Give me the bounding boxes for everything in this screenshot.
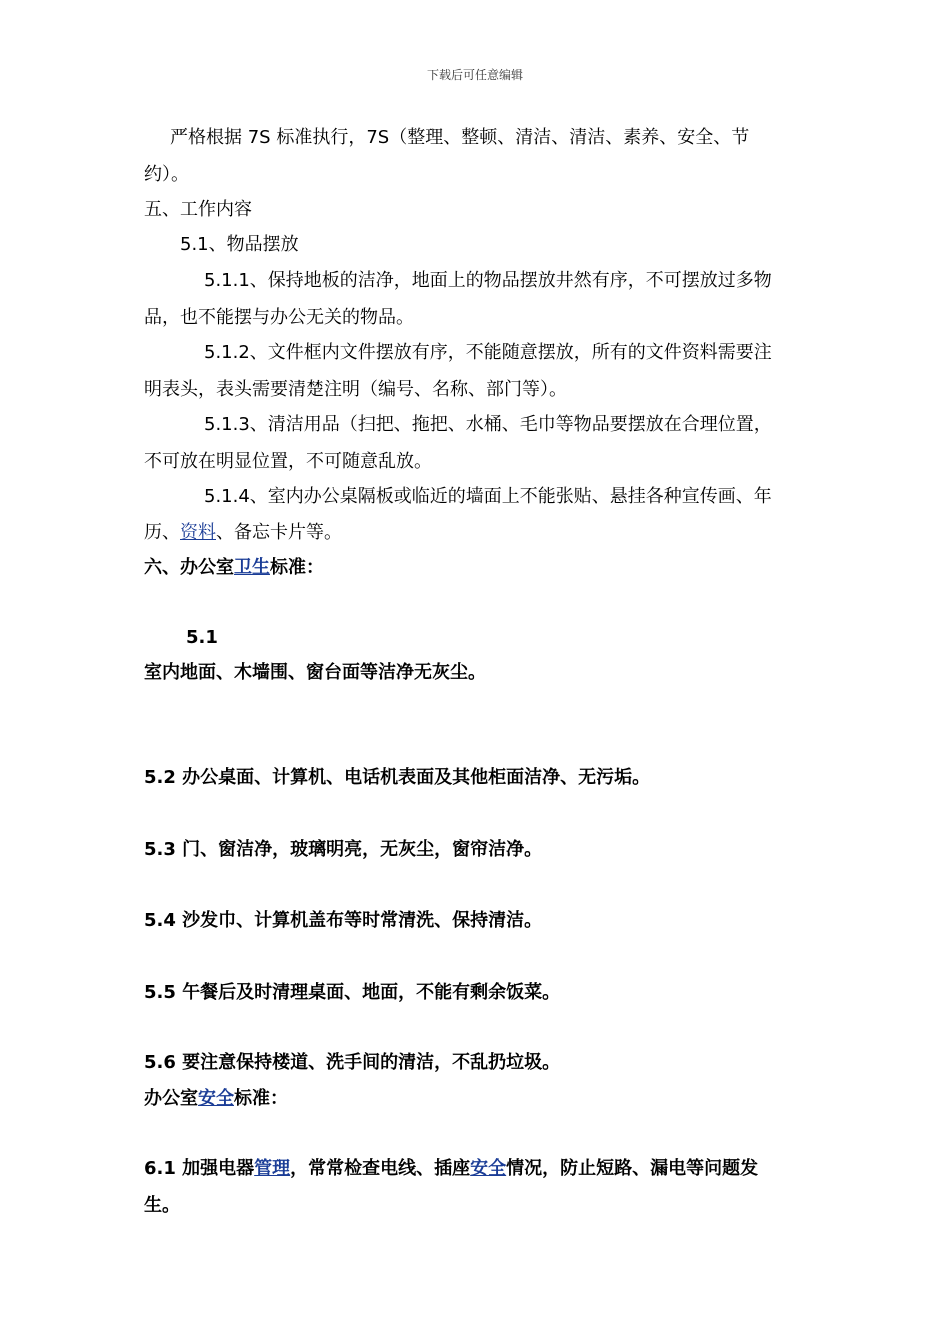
hygiene-item-5-6: 5.6 要注意保持楼道、洗手间的清洁，不乱扔垃圾。 xyxy=(144,1052,561,1073)
section-6-title-pre: 六、办公室 xyxy=(144,557,234,578)
safety-item-6-1-line1 xyxy=(144,1157,758,1181)
para-7s-line1: 严格根据 7S 标准执行，7S（整理、整顿、清洁、清洁、素养、安全、节 xyxy=(170,127,750,148)
link-hygiene[interactable]: 卫生 xyxy=(234,557,270,578)
safety-item-6-1-text-b: ，常常检查电线、插座 xyxy=(290,1158,471,1179)
item-5-1-4-line2 xyxy=(144,521,342,545)
safety-item-6-1-text-a: 6.1 加强电器 xyxy=(144,1158,255,1179)
section-6-title-post: 标准： xyxy=(270,557,324,578)
hygiene-item-5-4: 5.4 沙发巾、计算机盖布等时常清洗、保持清洁。 xyxy=(144,910,543,931)
item-5-1-3-line2: 不可放在明显位置，不可随意乱放。 xyxy=(144,451,432,472)
item-5-1-4-text-b: 、备忘卡片等。 xyxy=(216,522,342,543)
hygiene-item-5-5: 5.5 午餐后及时清理桌面、地面，不能有剩余饭菜。 xyxy=(144,982,561,1003)
link-safety-2[interactable]: 安全 xyxy=(470,1158,507,1179)
section-5-title: 五、工作内容 xyxy=(144,199,252,220)
link-safety[interactable]: 安全 xyxy=(198,1088,234,1109)
hygiene-item-5-1: 室内地面、木墙围、窗台面等洁净无灰尘。 xyxy=(144,662,486,683)
safety-item-6-1-text-c: 情况，防止短路、漏电等问题发 xyxy=(506,1158,759,1179)
item-5-1-1-line2: 品，也不能摆与办公无关的物品。 xyxy=(144,307,414,328)
hygiene-item-5-2: 5.2 办公桌面、计算机、电话机表面及其他柜面洁净、无污垢。 xyxy=(144,767,651,788)
link-materials[interactable]: 资料 xyxy=(180,522,216,543)
safety-title-post: 标准： xyxy=(234,1088,288,1109)
item-5-1-1-line1: 5.1.1、保持地板的洁净，地面上的物品摆放井然有序，不可摆放过多物 xyxy=(204,270,772,291)
hygiene-item-5-3: 5.3 门、窗洁净，玻璃明亮，无灰尘，窗帘洁净。 xyxy=(144,839,543,860)
section-5-1-title: 5.1、物品摆放 xyxy=(180,234,299,255)
item-5-1-3-line1: 5.1.3、清洁用品（扫把、拖把、水桶、毛巾等物品要摆放在合理位置， xyxy=(204,414,772,435)
item-5-1-2-line2: 明表头，表头需要清楚注明（编号、名称、部门等）。 xyxy=(144,379,567,400)
item-5-1-4-line1: 5.1.4、室内办公桌隔板或临近的墙面上不能张贴、悬挂各种宣传画、年 xyxy=(204,486,772,507)
para-7s-line2: 约）。 xyxy=(144,164,189,185)
page-header-note: 下载后可任意编辑 xyxy=(426,68,523,82)
safety-section-title xyxy=(144,1087,288,1111)
safety-title-pre: 办公室 xyxy=(144,1088,198,1109)
item-5-1-4-text-a: 历、 xyxy=(144,522,180,543)
section-6-title xyxy=(144,556,324,580)
hygiene-item-number-5-1: 5.1 xyxy=(186,627,218,648)
item-5-1-2-line1: 5.1.2、文件框内文件摆放有序，不能随意摆放，所有的文件资料需要注 xyxy=(204,342,772,363)
link-management[interactable]: 管理 xyxy=(254,1158,291,1179)
safety-item-6-1-line2: 生。 xyxy=(144,1195,180,1216)
